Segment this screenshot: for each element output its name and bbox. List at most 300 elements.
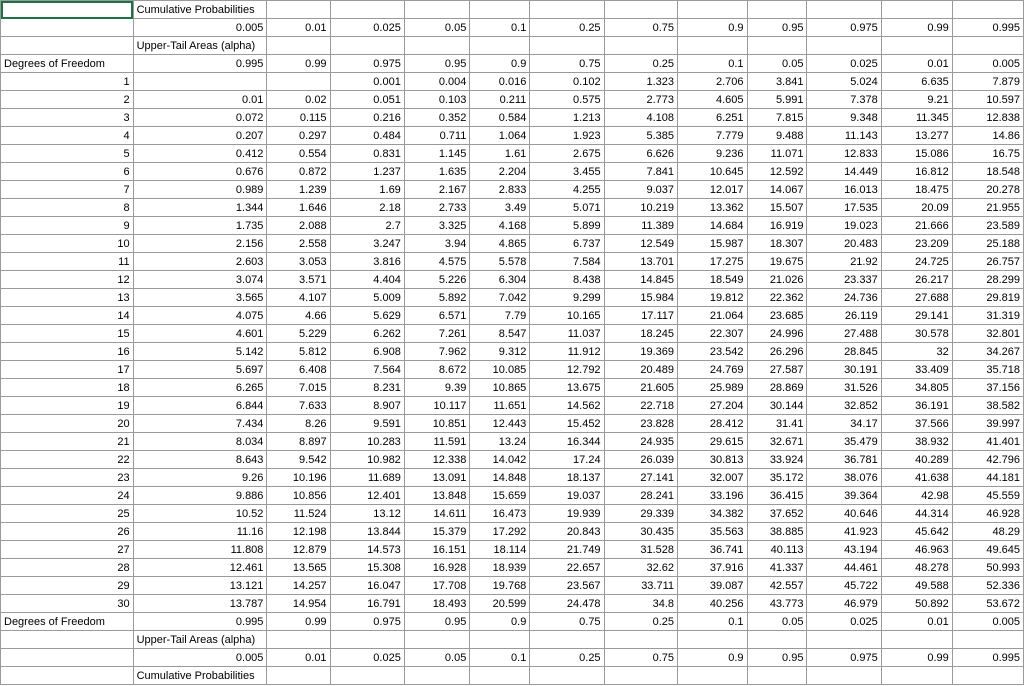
critical-value-cell[interactable]: 13.848 [404,487,470,505]
df-cell[interactable]: 1 [1,73,134,91]
critical-value-cell[interactable]: 5.892 [404,289,470,307]
critical-value-cell[interactable]: 7.633 [267,397,330,415]
critical-value-cell[interactable]: 8.034 [133,433,267,451]
critical-value-cell[interactable]: 0.072 [133,109,267,127]
critical-value-cell[interactable]: 26.039 [604,451,677,469]
critical-value-cell[interactable]: 13.675 [530,379,604,397]
critical-value-cell[interactable]: 6.251 [678,109,747,127]
critical-value-cell[interactable]: 5.071 [530,199,604,217]
critical-value-cell[interactable]: 35.718 [952,361,1023,379]
df-cell[interactable]: 9 [1,217,134,235]
empty-cell[interactable] [1,667,134,685]
critical-value-cell[interactable]: 0.001 [330,73,404,91]
critical-value-cell[interactable]: 19.037 [530,487,604,505]
critical-value-cell[interactable]: 0.207 [133,127,267,145]
critical-value-cell[interactable]: 1.344 [133,199,267,217]
critical-value-cell[interactable]: 2.833 [470,181,530,199]
critical-value-cell[interactable]: 1.213 [530,109,604,127]
critical-value-cell[interactable]: 5.899 [530,217,604,235]
empty-cell[interactable] [881,631,952,649]
critical-value-cell[interactable]: 1.239 [267,181,330,199]
critical-value-cell[interactable]: 48.278 [881,559,952,577]
critical-value-cell[interactable]: 7.042 [470,289,530,307]
critical-value-cell[interactable]: 0.831 [330,145,404,163]
empty-cell[interactable] [267,667,330,685]
critical-value-cell[interactable]: 22.307 [678,325,747,343]
empty-cell[interactable] [747,37,807,55]
critical-value-cell[interactable]: 12.838 [952,109,1023,127]
critical-value-cell[interactable]: 5.812 [267,343,330,361]
critical-value-cell[interactable]: 13.565 [267,559,330,577]
df-cell[interactable]: 4 [1,127,134,145]
critical-value-cell[interactable]: 12.549 [604,235,677,253]
critical-value-cell[interactable]: 14.848 [470,469,530,487]
upper-tail-cell[interactable]: 0.05 [747,55,807,73]
upper-tail-cell[interactable]: 0.025 [807,613,881,631]
df-cell[interactable]: 20 [1,415,134,433]
critical-value-cell[interactable]: 29.141 [881,307,952,325]
critical-value-cell[interactable]: 19.675 [747,253,807,271]
critical-value-cell[interactable]: 41.337 [747,559,807,577]
critical-value-cell[interactable]: 4.575 [404,253,470,271]
critical-value-cell[interactable]: 10.165 [530,307,604,325]
critical-value-cell[interactable]: 12.443 [470,415,530,433]
critical-value-cell[interactable]: 11.16 [133,523,267,541]
df-cell[interactable]: 28 [1,559,134,577]
critical-value-cell[interactable]: 21.749 [530,541,604,559]
upper-tail-cell[interactable]: 0.005 [952,613,1023,631]
critical-value-cell[interactable]: 19.369 [604,343,677,361]
critical-value-cell[interactable]: 23.685 [747,307,807,325]
critical-value-cell[interactable]: 18.939 [470,559,530,577]
df-cell[interactable]: 13 [1,289,134,307]
empty-cell[interactable] [604,37,677,55]
critical-value-cell[interactable]: 11.689 [330,469,404,487]
critical-value-cell[interactable]: 2.7 [330,217,404,235]
critical-value-cell[interactable]: 5.024 [807,73,881,91]
critical-value-cell[interactable]: 9.542 [267,451,330,469]
selected-cell[interactable] [1,1,134,19]
critical-value-cell[interactable]: 1.69 [330,181,404,199]
critical-value-cell[interactable]: 18.548 [952,163,1023,181]
critical-value-cell[interactable] [267,73,330,91]
empty-cell[interactable] [330,1,404,19]
critical-value-cell[interactable]: 14.257 [267,577,330,595]
critical-value-cell[interactable]: 32.671 [747,433,807,451]
critical-value-cell[interactable]: 20.278 [952,181,1023,199]
critical-value-cell[interactable]: 11.912 [530,343,604,361]
critical-value-cell[interactable]: 41.923 [807,523,881,541]
critical-value-cell[interactable]: 36.415 [747,487,807,505]
critical-value-cell[interactable]: 9.348 [807,109,881,127]
critical-value-cell[interactable]: 30.813 [678,451,747,469]
critical-value-cell[interactable]: 46.979 [807,595,881,613]
empty-cell[interactable] [678,631,747,649]
critical-value-cell[interactable]: 53.672 [952,595,1023,613]
upper-tail-cell[interactable]: 0.1 [678,55,747,73]
df-cell[interactable]: 3 [1,109,134,127]
cumulative-prob-cell[interactable]: 0.025 [330,649,404,667]
critical-value-cell[interactable]: 1.323 [604,73,677,91]
critical-value-cell[interactable]: 2.773 [604,91,677,109]
upper-tail-cell[interactable]: 0.1 [678,613,747,631]
critical-value-cell[interactable]: 5.578 [470,253,530,271]
critical-value-cell[interactable]: 20.483 [807,235,881,253]
critical-value-cell[interactable]: 7.79 [470,307,530,325]
critical-value-cell[interactable]: 26.757 [952,253,1023,271]
critical-value-cell[interactable]: 31.526 [807,379,881,397]
critical-value-cell[interactable]: 27.204 [678,397,747,415]
critical-value-cell[interactable]: 2.706 [678,73,747,91]
empty-cell[interactable] [1,649,134,667]
critical-value-cell[interactable]: 12.401 [330,487,404,505]
critical-value-cell[interactable]: 40.113 [747,541,807,559]
empty-cell[interactable] [530,37,604,55]
critical-value-cell[interactable]: 13.844 [330,523,404,541]
critical-value-cell[interactable]: 39.997 [952,415,1023,433]
critical-value-cell[interactable]: 16.791 [330,595,404,613]
critical-value-cell[interactable]: 1.145 [404,145,470,163]
upper-tail-cell[interactable]: 0.01 [881,613,952,631]
critical-value-cell[interactable]: 17.117 [604,307,677,325]
cumulative-prob-cell[interactable]: 0.005 [133,649,267,667]
upper-tail-cell[interactable]: 0.99 [267,55,330,73]
critical-value-cell[interactable]: 33.924 [747,451,807,469]
critical-value-cell[interactable]: 13.091 [404,469,470,487]
critical-value-cell[interactable]: 42.796 [952,451,1023,469]
df-cell[interactable]: 8 [1,199,134,217]
upper-tail-cell[interactable]: 0.005 [952,55,1023,73]
critical-value-cell[interactable]: 14.684 [678,217,747,235]
critical-value-cell[interactable]: 21.605 [604,379,677,397]
empty-cell[interactable] [530,667,604,685]
critical-value-cell[interactable]: 8.897 [267,433,330,451]
critical-value-cell[interactable]: 3.49 [470,199,530,217]
critical-value-cell[interactable]: 8.547 [470,325,530,343]
critical-value-cell[interactable]: 2.088 [267,217,330,235]
critical-value-cell[interactable]: 22.657 [530,559,604,577]
critical-value-cell[interactable]: 35.479 [807,433,881,451]
cumulative-prob-cell[interactable]: 0.99 [881,649,952,667]
df-cell[interactable]: 22 [1,451,134,469]
upper-tail-cell[interactable]: 0.995 [133,55,267,73]
critical-value-cell[interactable]: 0.103 [404,91,470,109]
critical-value-cell[interactable]: 10.856 [267,487,330,505]
critical-value-cell[interactable]: 49.588 [881,577,952,595]
critical-value-cell[interactable]: 34.8 [604,595,677,613]
critical-value-cell[interactable]: 7.261 [404,325,470,343]
critical-value-cell[interactable]: 25.188 [952,235,1023,253]
critical-value-cell[interactable]: 12.879 [267,541,330,559]
critical-value-cell[interactable]: 2.733 [404,199,470,217]
critical-value-cell[interactable]: 10.597 [952,91,1023,109]
critical-value-cell[interactable]: 16.047 [330,577,404,595]
critical-value-cell[interactable]: 9.21 [881,91,952,109]
critical-value-cell[interactable]: 35.172 [747,469,807,487]
critical-value-cell[interactable]: 3.455 [530,163,604,181]
critical-value-cell[interactable]: 19.023 [807,217,881,235]
critical-value-cell[interactable]: 31.319 [952,307,1023,325]
critical-value-cell[interactable]: 6.265 [133,379,267,397]
critical-value-cell[interactable]: 30.435 [604,523,677,541]
empty-cell[interactable] [604,1,677,19]
critical-value-cell[interactable]: 10.982 [330,451,404,469]
critical-value-cell[interactable]: 24.935 [604,433,677,451]
critical-value-cell[interactable]: 29.819 [952,289,1023,307]
critical-value-cell[interactable]: 28.299 [952,271,1023,289]
critical-value-cell[interactable]: 13.12 [330,505,404,523]
critical-value-cell[interactable]: 5.142 [133,343,267,361]
critical-value-cell[interactable]: 4.865 [470,235,530,253]
empty-cell[interactable] [404,667,470,685]
critical-value-cell[interactable]: 39.364 [807,487,881,505]
critical-value-cell[interactable]: 48.29 [952,523,1023,541]
critical-value-cell[interactable]: 15.308 [330,559,404,577]
critical-value-cell[interactable]: 11.591 [404,433,470,451]
cumulative-prob-cell[interactable]: 0.25 [530,649,604,667]
dof-label-bottom[interactable]: Degrees of Freedom [1,613,134,631]
critical-value-cell[interactable]: 6.626 [604,145,677,163]
critical-value-cell[interactable]: 32.801 [952,325,1023,343]
critical-value-cell[interactable]: 17.535 [807,199,881,217]
critical-value-cell[interactable]: 4.255 [530,181,604,199]
critical-value-cell[interactable]: 42.557 [747,577,807,595]
critical-value-cell[interactable]: 9.299 [530,289,604,307]
critical-value-cell[interactable]: 23.828 [604,415,677,433]
critical-value-cell[interactable]: 3.571 [267,271,330,289]
critical-value-cell[interactable]: 38.076 [807,469,881,487]
df-cell[interactable]: 6 [1,163,134,181]
critical-value-cell[interactable]: 9.037 [604,181,677,199]
critical-value-cell[interactable]: 0.004 [404,73,470,91]
critical-value-cell[interactable]: 18.245 [604,325,677,343]
empty-cell[interactable] [881,37,952,55]
critical-value-cell[interactable]: 42.98 [881,487,952,505]
critical-value-cell[interactable]: 0.016 [470,73,530,91]
upper-tail-cell[interactable]: 0.75 [530,55,604,73]
critical-value-cell[interactable]: 11.524 [267,505,330,523]
critical-value-cell[interactable]: 43.194 [807,541,881,559]
critical-value-cell[interactable]: 5.229 [267,325,330,343]
critical-value-cell[interactable]: 19.939 [530,505,604,523]
df-cell[interactable]: 15 [1,325,134,343]
critical-value-cell[interactable]: 1.61 [470,145,530,163]
cumulative-prob-cell[interactable]: 0.01 [267,649,330,667]
critical-value-cell[interactable]: 44.181 [952,469,1023,487]
critical-value-cell[interactable]: 6.737 [530,235,604,253]
critical-value-cell[interactable]: 28.241 [604,487,677,505]
critical-value-cell[interactable]: 0.211 [470,91,530,109]
critical-value-cell[interactable]: 1.646 [267,199,330,217]
critical-value-cell[interactable]: 5.991 [747,91,807,109]
critical-value-cell[interactable]: 12.833 [807,145,881,163]
critical-value-cell[interactable]: 4.108 [604,109,677,127]
empty-cell[interactable] [747,1,807,19]
critical-value-cell[interactable]: 18.307 [747,235,807,253]
critical-value-cell[interactable]: 41.401 [952,433,1023,451]
critical-value-cell[interactable]: 17.708 [404,577,470,595]
critical-value-cell[interactable]: 7.378 [807,91,881,109]
critical-value-cell[interactable]: 1.064 [470,127,530,145]
critical-value-cell[interactable]: 6.304 [470,271,530,289]
critical-value-cell[interactable]: 34.17 [807,415,881,433]
df-cell[interactable]: 16 [1,343,134,361]
empty-cell[interactable] [267,1,330,19]
critical-value-cell[interactable]: 15.507 [747,199,807,217]
critical-value-cell[interactable]: 23.542 [678,343,747,361]
critical-value-cell[interactable]: 22.362 [747,289,807,307]
critical-value-cell[interactable]: 13.24 [470,433,530,451]
critical-value-cell[interactable]: 4.601 [133,325,267,343]
critical-value-cell[interactable]: 36.741 [678,541,747,559]
empty-cell[interactable] [604,667,677,685]
critical-value-cell[interactable]: 0.872 [267,163,330,181]
critical-value-cell[interactable]: 13.787 [133,595,267,613]
critical-value-cell[interactable]: 45.722 [807,577,881,595]
critical-value-cell[interactable]: 50.892 [881,595,952,613]
empty-cell[interactable] [952,631,1023,649]
critical-value-cell[interactable]: 23.209 [881,235,952,253]
critical-value-cell[interactable]: 7.564 [330,361,404,379]
critical-value-cell[interactable]: 30.144 [747,397,807,415]
upper-tail-cell[interactable]: 0.995 [133,613,267,631]
empty-cell[interactable] [678,1,747,19]
critical-value-cell[interactable]: 6.635 [881,73,952,91]
upper-tail-cell[interactable]: 0.25 [604,613,677,631]
cumulative-prob-cell[interactable]: 0.99 [881,19,952,37]
critical-value-cell[interactable]: 0.216 [330,109,404,127]
critical-value-cell[interactable]: 15.659 [470,487,530,505]
df-cell[interactable]: 30 [1,595,134,613]
empty-cell[interactable] [807,631,881,649]
empty-cell[interactable] [404,1,470,19]
empty-cell[interactable] [404,631,470,649]
upper-tail-cell[interactable]: 0.01 [881,55,952,73]
cumulative-prob-cell[interactable]: 0.75 [604,649,677,667]
critical-value-cell[interactable]: 34.805 [881,379,952,397]
critical-value-cell[interactable]: 10.645 [678,163,747,181]
critical-value-cell[interactable]: 13.362 [678,199,747,217]
critical-value-cell[interactable]: 41.638 [881,469,952,487]
critical-value-cell[interactable]: 6.844 [133,397,267,415]
critical-value-cell[interactable]: 27.688 [881,289,952,307]
empty-cell[interactable] [530,631,604,649]
critical-value-cell[interactable]: 14.562 [530,397,604,415]
critical-value-cell[interactable]: 9.312 [470,343,530,361]
critical-value-cell[interactable]: 32.852 [807,397,881,415]
critical-value-cell[interactable]: 23.337 [807,271,881,289]
critical-value-cell[interactable]: 38.932 [881,433,952,451]
critical-value-cell[interactable]: 21.92 [807,253,881,271]
critical-value-cell[interactable]: 16.013 [807,181,881,199]
empty-cell[interactable] [807,37,881,55]
cumulative-label-bottom[interactable]: Cumulative Probabilities [133,667,267,685]
critical-value-cell[interactable]: 7.815 [747,109,807,127]
cumulative-prob-cell[interactable]: 0.005 [133,19,267,37]
critical-value-cell[interactable]: 15.086 [881,145,952,163]
critical-value-cell[interactable]: 14.042 [470,451,530,469]
empty-cell[interactable] [952,667,1023,685]
critical-value-cell[interactable]: 5.226 [404,271,470,289]
critical-value-cell[interactable]: 3.074 [133,271,267,289]
critical-value-cell[interactable]: 19.812 [678,289,747,307]
upper-tail-cell[interactable]: 0.9 [470,613,530,631]
df-cell[interactable]: 19 [1,397,134,415]
df-cell[interactable]: 26 [1,523,134,541]
critical-value-cell[interactable]: 24.769 [678,361,747,379]
cumulative-label[interactable]: Cumulative Probabilities [133,1,267,19]
critical-value-cell[interactable]: 13.277 [881,127,952,145]
critical-value-cell[interactable]: 6.262 [330,325,404,343]
df-cell[interactable]: 18 [1,379,134,397]
critical-value-cell[interactable]: 12.461 [133,559,267,577]
critical-value-cell[interactable]: 12.592 [747,163,807,181]
critical-value-cell[interactable]: 0.115 [267,109,330,127]
df-cell[interactable]: 25 [1,505,134,523]
critical-value-cell[interactable]: 1.635 [404,163,470,181]
critical-value-cell[interactable]: 3.816 [330,253,404,271]
critical-value-cell[interactable]: 16.919 [747,217,807,235]
critical-value-cell[interactable]: 0.575 [530,91,604,109]
critical-value-cell[interactable]: 9.39 [404,379,470,397]
empty-cell[interactable] [470,37,530,55]
critical-value-cell[interactable]: 52.336 [952,577,1023,595]
critical-value-cell[interactable]: 28.869 [747,379,807,397]
critical-value-cell[interactable]: 12.017 [678,181,747,199]
critical-value-cell[interactable]: 27.587 [747,361,807,379]
critical-value-cell[interactable]: 4.66 [267,307,330,325]
critical-value-cell[interactable]: 9.236 [678,145,747,163]
critical-value-cell[interactable]: 2.603 [133,253,267,271]
critical-value-cell[interactable]: 5.385 [604,127,677,145]
cumulative-prob-cell[interactable]: 0.01 [267,19,330,37]
critical-value-cell[interactable]: 6.908 [330,343,404,361]
df-cell[interactable]: 21 [1,433,134,451]
upper-tail-cell[interactable]: 0.99 [267,613,330,631]
critical-value-cell[interactable]: 2.18 [330,199,404,217]
df-cell[interactable]: 2 [1,91,134,109]
critical-value-cell[interactable]: 0.989 [133,181,267,199]
critical-value-cell[interactable]: 18.114 [470,541,530,559]
critical-value-cell[interactable]: 0.051 [330,91,404,109]
critical-value-cell[interactable]: 20.09 [881,199,952,217]
cumulative-prob-cell[interactable]: 0.1 [470,19,530,37]
critical-value-cell[interactable]: 21.026 [747,271,807,289]
critical-value-cell[interactable]: 10.851 [404,415,470,433]
critical-value-cell[interactable]: 11.808 [133,541,267,559]
df-cell[interactable]: 24 [1,487,134,505]
upper-tail-cell[interactable]: 0.975 [330,55,404,73]
critical-value-cell[interactable]: 24.478 [530,595,604,613]
critical-value-cell[interactable]: 0.554 [267,145,330,163]
critical-value-cell[interactable]: 4.168 [470,217,530,235]
critical-value-cell[interactable]: 40.289 [881,451,952,469]
critical-value-cell[interactable]: 2.204 [470,163,530,181]
df-cell[interactable]: 10 [1,235,134,253]
critical-value-cell[interactable]: 14.86 [952,127,1023,145]
critical-value-cell[interactable]: 37.916 [678,559,747,577]
critical-value-cell[interactable]: 17.292 [470,523,530,541]
cumulative-prob-cell[interactable]: 0.75 [604,19,677,37]
critical-value-cell[interactable]: 11.037 [530,325,604,343]
empty-cell[interactable] [747,667,807,685]
critical-value-cell[interactable]: 16.344 [530,433,604,451]
critical-value-cell[interactable]: 46.963 [881,541,952,559]
critical-value-cell[interactable]: 0.584 [470,109,530,127]
critical-value-cell[interactable]: 43.773 [747,595,807,613]
critical-value-cell[interactable]: 8.438 [530,271,604,289]
critical-value-cell[interactable]: 23.589 [952,217,1023,235]
